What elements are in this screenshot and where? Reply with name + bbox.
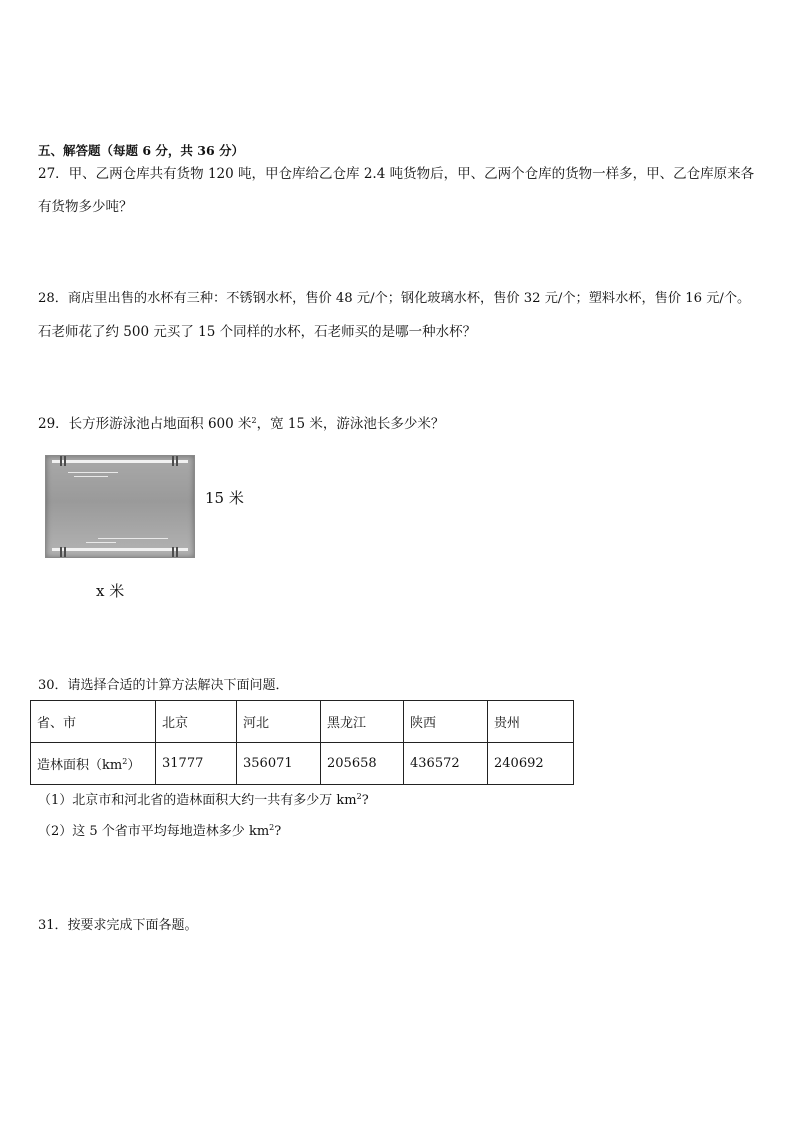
question-30-prompt: 30．请选择合适的计算方法解决下面问题． [38,678,289,693]
table-cell: 河北 [237,701,321,743]
table-cell: 北京 [156,701,237,743]
question-30-sub-1 [38,792,369,810]
pool-ladder-mark [176,456,178,466]
row-label-exponent: 2 [122,757,128,766]
sub-2-exponent: 2 [269,823,275,832]
pool-ladder-mark [60,547,62,557]
question-29-text [38,415,444,433]
pool-water-ripple [98,538,168,539]
table-row-values [31,743,574,785]
question-30-sub-2 [38,823,281,841]
pool-ladder-mark [64,456,66,466]
table-cell: 贵州 [488,701,574,743]
table-cell-row-label [31,743,156,785]
question-29-area-exponent: 2 [251,416,257,425]
pool-water-ripple [74,476,108,477]
pool-water-ripple [86,542,116,543]
table-cell: 436572 [404,743,488,785]
table-row-header [31,701,574,743]
table-cell: 省、市 [31,701,156,743]
question-31-prompt: 31．按要求完成下面各题。 [38,918,198,933]
table-cell: 黑龙江 [321,701,404,743]
afforestation-table [30,700,574,785]
pool-top-rail [52,460,188,463]
section-title: 五、解答题（每题 6 分，共 36 分） [38,143,245,158]
pool-ladder-mark [60,456,62,466]
question-29-text-before: 29．长方形游泳池占地面积 600 米 [38,416,252,432]
question-29-text-after: ，宽 15 米，游泳池长多少米？ [256,416,445,432]
table-cell: 31777 [156,743,237,785]
sub-1-exponent: 2 [356,792,362,801]
sub-2-text: （2）这 5 个省市平均每地造林多少 km [38,824,270,839]
pool-water-ripple [68,472,118,473]
table-cell: 陕西 [404,701,488,743]
sub-1-text: （1）北京市和河北省的造林面积大约一共有多少万 km [38,793,357,808]
table-cell: 240692 [488,743,574,785]
question-27-line-1: 27．甲、乙两仓库共有货物 120 吨，甲仓库给乙仓库 2.4 吨货物后，甲、乙两个仓库的货物一样多，甲、乙仓库原来各 [38,166,755,182]
row-label-text: 造林面积（km [37,758,123,773]
swimming-pool-figure [45,455,195,558]
pool-ladder-mark [176,547,178,557]
pool-bottom-rail [52,548,188,551]
pool-ladder-mark [172,547,174,557]
pool-ladder-mark [64,547,66,557]
question-28-line-1: 28．商店里出售的水杯有三种：不锈钢水杯，售价 48 元/个；钢化玻璃水杯，售价 32 元/个；塑料水杯，售价 16 元/个。 [38,291,751,306]
row-label-close: ） [127,758,141,773]
table-cell: 205658 [321,743,404,785]
pool-length-label: x 米 [96,582,125,600]
pool-ladder-mark [172,456,174,466]
sub-2-end: ? [274,824,282,839]
question-27-line-2: 有货物多少吨？ [38,199,133,215]
table-cell: 356071 [237,743,321,785]
pool-width-label: 15 米 [205,489,244,507]
sub-1-end: ? [361,793,369,808]
question-28-line-2: 石老师花了约 500 元买了 15 个同样的水杯，石老师买的是哪一种水杯？ [38,324,477,340]
